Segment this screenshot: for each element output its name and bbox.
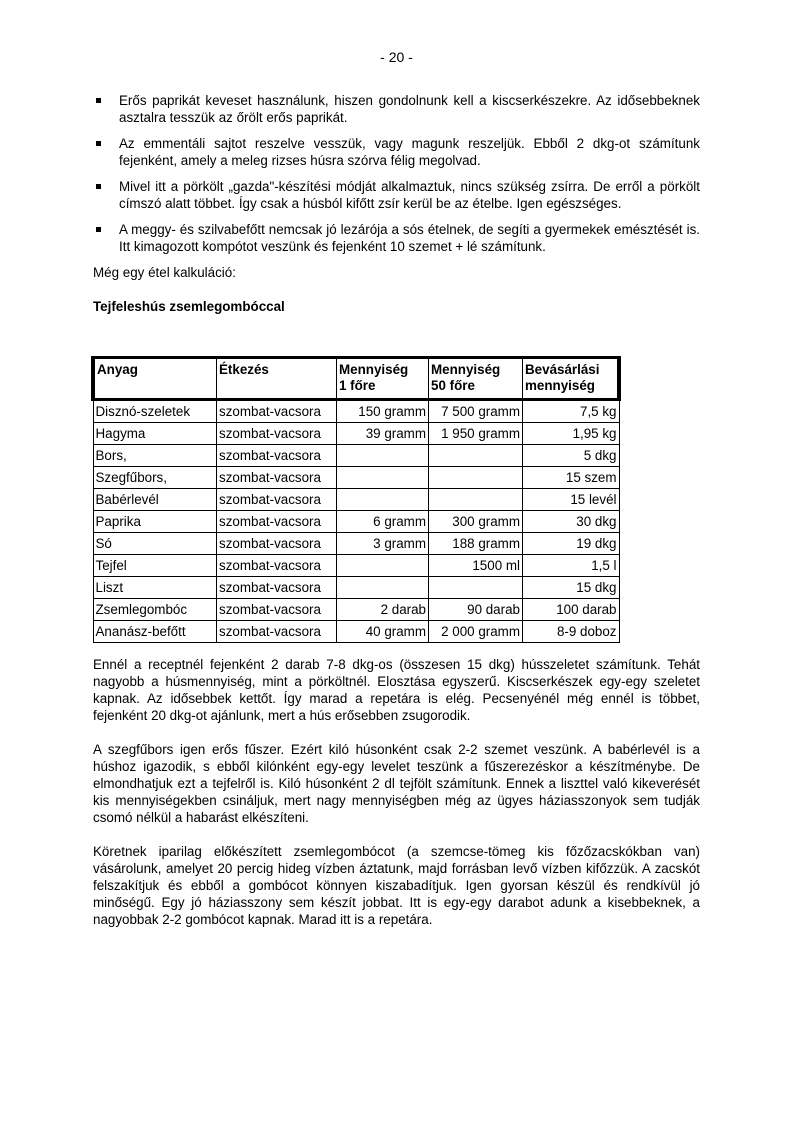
table-row xyxy=(93,423,619,445)
intro-text: Még egy étel kalkuláció: xyxy=(93,265,236,280)
table-cell: szombat-vacsora xyxy=(217,467,337,489)
table-cell: szombat-vacsora xyxy=(217,423,337,445)
paragraph: Ennél a receptnél fejenként 2 darab 7-8 dkg-os (összesen 15 dkg) hússzeletet számítunk. Tehát nagyobb a húsmennyiség, mint a pörköltnél. Elosztása egyszerű. Kiscserkészek egy-egy szeletet kapnak. Az idősebbek kettőt. Így marad a repetára is elég. Pecsenyénél még ennél is többet, fejenként 20 dkg-ot ajánlunk, mert a hús erősebben zsugorodik. xyxy=(93,657,700,723)
table-row xyxy=(93,489,619,511)
bullet-text: A meggy- és szilvabefőtt nemcsak jó lezárója a sós ételnek, de segíti a gyermekek emésztését is. Itt kimagozott kompótot veszünk és fejenként 10 szemet + lé számítunk. xyxy=(119,222,700,254)
table-cell: 15 dkg xyxy=(523,577,620,599)
table-cell xyxy=(429,489,523,511)
bullet-text: Erős paprikát keveset használunk, hiszen gondolnunk kell a kiscserkészekre. Az idősebbeknek asztalra tesszük az őrölt erős paprikát. xyxy=(119,93,700,125)
table-cell: Liszt xyxy=(93,577,217,599)
column-header-etkezes: Étkezés xyxy=(217,358,337,400)
table-cell: 8-9 doboz xyxy=(523,621,620,643)
bullet-text: Mivel itt a pörkölt „gazda"-készítési módját alkalmaztuk, nincs szükség zsírra. De erről a pörkölt címszó alatt többet. Így csak a húsból kifőtt zsír kerül be az ételbe. Igen egészséges. xyxy=(119,179,700,211)
table-cell: 7 500 gramm xyxy=(429,400,523,423)
table-cell: 1,95 kg xyxy=(523,423,620,445)
table-cell: Só xyxy=(93,533,217,555)
table-cell: Paprika xyxy=(93,511,217,533)
bullet-item xyxy=(93,92,700,126)
square-bullet-icon xyxy=(96,141,101,146)
column-header-mennyiseg-50-fore: Mennyiség 50 főre xyxy=(429,358,523,400)
table-cell: 6 gramm xyxy=(337,511,429,533)
bullet-item xyxy=(93,135,700,169)
table-cell: szombat-vacsora xyxy=(217,555,337,577)
bullet-list xyxy=(93,92,700,255)
table-cell: Babérlevél xyxy=(93,489,217,511)
table-cell: Szegfűbors, xyxy=(93,467,217,489)
table-body xyxy=(93,400,619,643)
table-cell: Hagyma xyxy=(93,423,217,445)
table-cell: szombat-vacsora xyxy=(217,621,337,643)
paragraph: A szegfűbors igen erős fűszer. Ezért kiló húsonként csak 2-2 szemet veszünk. A babérlevél is a húshoz igazodik, s ebből kilónként egy-egy levelet teszünk a fűszerezéskor a készítménybe. De elmondhatjuk ezt a tejfelről is. Kiló húsonként 2 dl tejfölt számítunk. Ennek a liszttel való kikeverését kis mennyiségekben csináljuk, mert nagy mennyiségben még az ügyes háziasszonyok sem tudják csomó nélkül a habarást elkészíteni. xyxy=(93,742,700,825)
upper-content xyxy=(93,92,700,315)
table-cell: 100 darab xyxy=(523,599,620,621)
ingredient-table xyxy=(91,356,621,643)
table-row xyxy=(93,511,619,533)
table-cell: Zsemlegombóc xyxy=(93,599,217,621)
table-cell: szombat-vacsora xyxy=(217,511,337,533)
table-cell: 30 dkg xyxy=(523,511,620,533)
table-cell: 1 950 gramm xyxy=(429,423,523,445)
table-cell: 3 gramm xyxy=(337,533,429,555)
table-cell xyxy=(337,445,429,467)
table-cell: szombat-vacsora xyxy=(217,445,337,467)
table-row xyxy=(93,555,619,577)
table-cell: 300 gramm xyxy=(429,511,523,533)
table-cell: 19 dkg xyxy=(523,533,620,555)
table-cell: szombat-vacsora xyxy=(217,533,337,555)
table-cell: Ananász-befőtt xyxy=(93,621,217,643)
table-row xyxy=(93,533,619,555)
bullet-text: Az emmentáli sajtot reszelve vesszük, vagy magunk reszeljük. Ebből 2 dkg-ot számítunk fejenként, amely a meleg rizses húsra szórva félig megolvad. xyxy=(119,136,700,168)
table-cell: 15 levél xyxy=(523,489,620,511)
column-header-anyag: Anyag xyxy=(93,358,217,400)
table-cell xyxy=(337,577,429,599)
table-cell xyxy=(337,467,429,489)
table-cell: 90 darab xyxy=(429,599,523,621)
table-cell xyxy=(429,467,523,489)
table-cell: 2 000 gramm xyxy=(429,621,523,643)
page-number: - 20 - xyxy=(380,49,413,65)
table-row xyxy=(93,445,619,467)
table-cell: Bors, xyxy=(93,445,217,467)
table-header-row xyxy=(93,358,619,400)
table-row xyxy=(93,467,619,489)
square-bullet-icon xyxy=(96,98,101,103)
table-cell: Tejfel xyxy=(93,555,217,577)
column-header-mennyiseg-1-fore: Mennyiség 1 főre xyxy=(337,358,429,400)
table-cell: Disznó-szeletek xyxy=(93,400,217,423)
table-cell: 1,5 l xyxy=(523,555,620,577)
table-cell xyxy=(337,555,429,577)
table-cell: szombat-vacsora xyxy=(217,489,337,511)
table-row xyxy=(93,400,619,423)
table-cell: 15 szem xyxy=(523,467,620,489)
paragraph: Köretnek iparilag előkészített zsemlegombócot (a szemcse-tömeg kis főzőzacskókban van) vásárolunk, amelyet 20 percig hideg vízben áztatunk, majd forrásban levő vízben kifőzzük. A zacskót felszakítjuk és ebből a gombócot könnyen kiszabadítjuk. Igen gyorsan készül és rendkívül jó minőségű. Egy jó háziasszony sem készít jobbat. Itt is egy-egy darabot adunk a kisebbeknek, a nagyobbak 2-2 gombócot kapnak. Marad itt is a repetára. xyxy=(93,844,700,927)
table-cell: 1500 ml xyxy=(429,555,523,577)
lower-content xyxy=(93,656,700,945)
table-cell: 188 gramm xyxy=(429,533,523,555)
table-cell: 5 dkg xyxy=(523,445,620,467)
table-cell: szombat-vacsora xyxy=(217,599,337,621)
square-bullet-icon xyxy=(96,227,101,232)
square-bullet-icon xyxy=(96,184,101,189)
table-row xyxy=(93,599,619,621)
table-cell: 7,5 kg xyxy=(523,400,620,423)
table-cell: 150 gramm xyxy=(337,400,429,423)
table-cell: 40 gramm xyxy=(337,621,429,643)
bullet-item xyxy=(93,221,700,255)
table-header xyxy=(93,358,619,400)
bullet-item xyxy=(93,178,700,212)
table-cell xyxy=(429,445,523,467)
recipe-title: Tejfeleshús zsemlegombóccal xyxy=(93,299,285,314)
table-cell: szombat-vacsora xyxy=(217,400,337,423)
table-cell xyxy=(337,489,429,511)
table-cell: 2 darab xyxy=(337,599,429,621)
table-row xyxy=(93,577,619,599)
table-row xyxy=(93,621,619,643)
table-cell: 39 gramm xyxy=(337,423,429,445)
column-header-bevasarlasi-mennyiseg: Bevásárlási mennyiség xyxy=(523,358,620,400)
table-cell: szombat-vacsora xyxy=(217,577,337,599)
table-cell xyxy=(429,577,523,599)
